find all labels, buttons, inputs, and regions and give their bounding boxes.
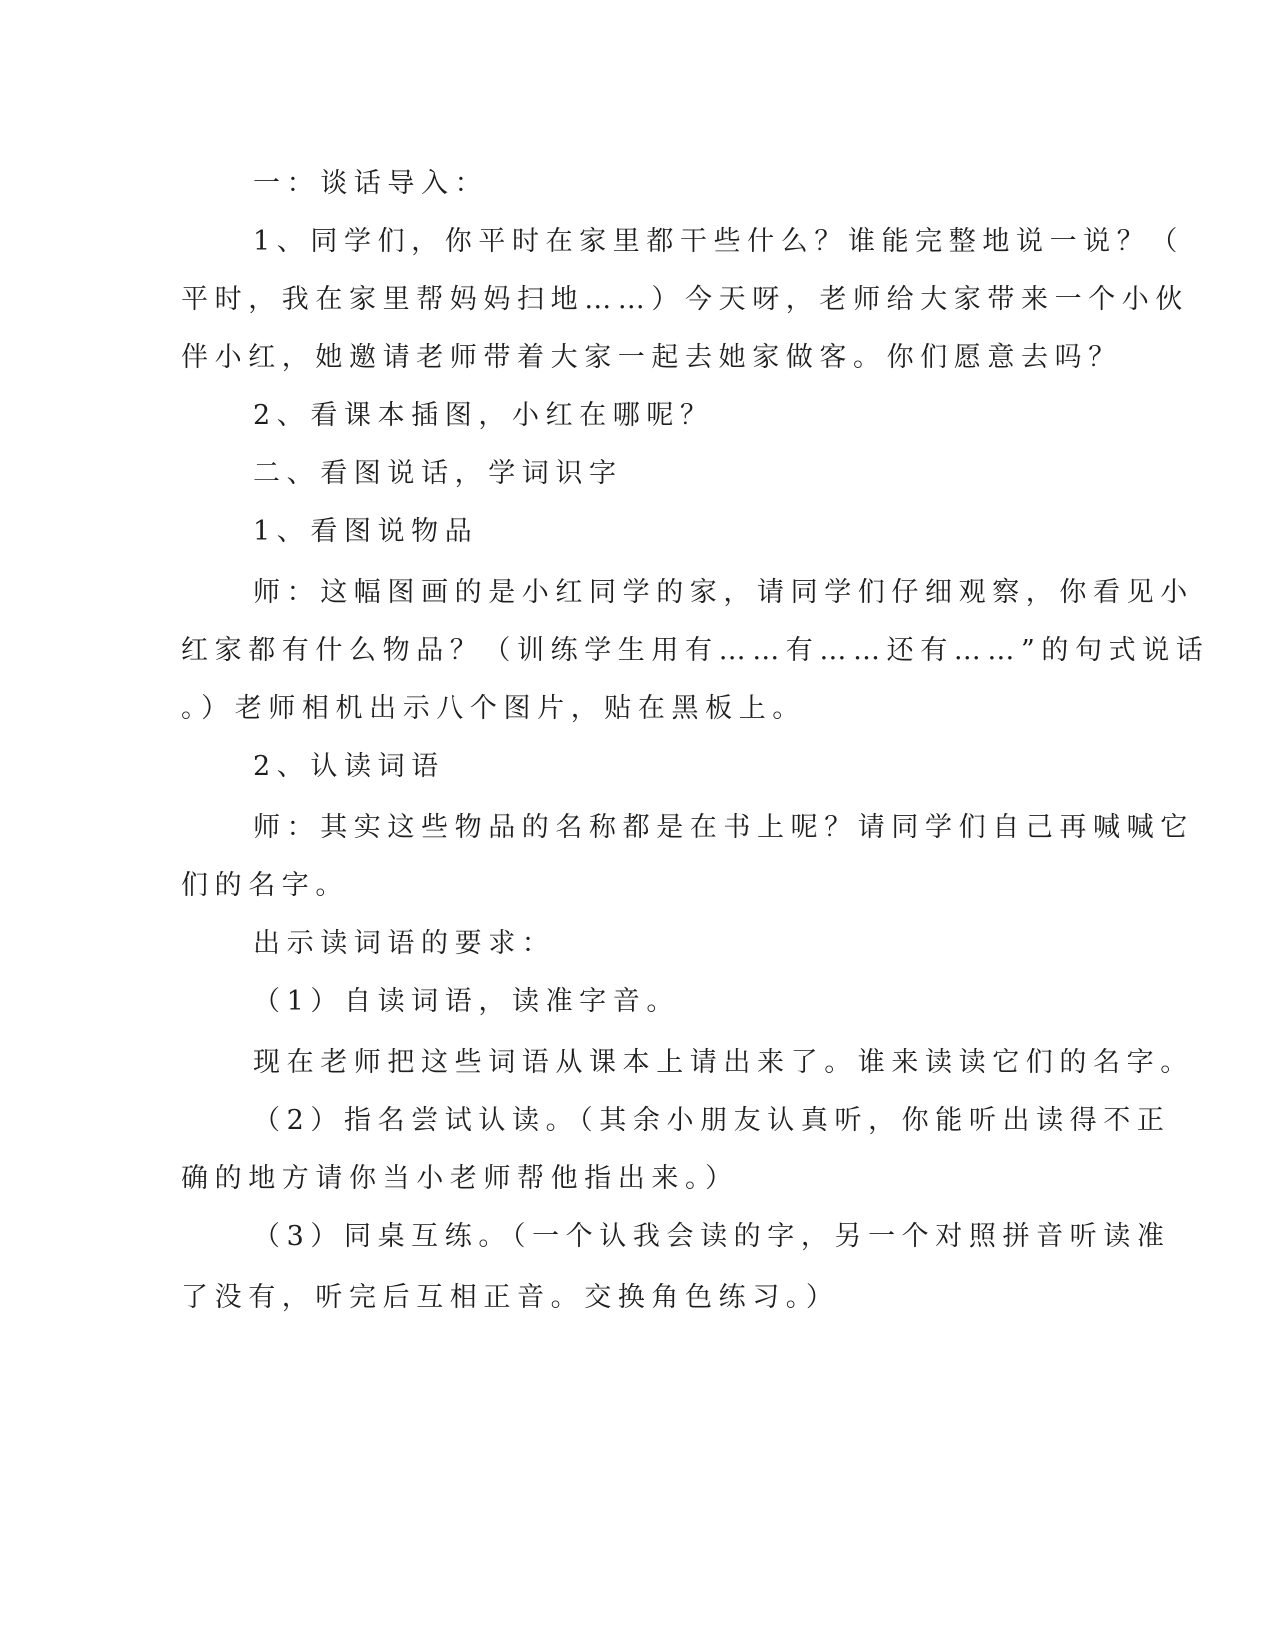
subheading: 1、看图说物品	[253, 516, 479, 547]
paragraph-line: 。）老师相机出示八个图片，贴在黑板上。	[181, 693, 806, 724]
paragraph-line: 现在老师把这些词语从课本上请出来了。谁来读读它们的名字。	[253, 1047, 1194, 1078]
section-heading-intro: 一：谈话导入：	[253, 168, 489, 199]
paragraph-line: 红家都有什么物品？（训练学生用有……有……还有……”的句式说话	[181, 635, 1210, 666]
paragraph-line: 了没有，听完后互相正音。交换角色练习。）	[181, 1282, 840, 1313]
paragraph-line: 出示读词语的要求：	[253, 928, 556, 959]
paragraph-line: 们的名字。	[181, 870, 349, 901]
section-heading-picture-talk: 二、看图说话，学词识字	[253, 458, 623, 489]
paragraph-line: 2、看课本插图，小红在哪呢？	[253, 400, 714, 431]
list-item: （2）指名尝试认读。（其余小朋友认真听，你能听出读得不正	[253, 1105, 1171, 1136]
paragraph-line: 师：这幅图画的是小红同学的家，请同学们仔细观察，你看见小	[253, 577, 1194, 608]
list-item: （3）同桌互练。（一个认我会读的字，另一个对照拼音听读准	[253, 1221, 1171, 1252]
paragraph-line: 1、同学们，你平时在家里都干些什么？谁能完整地说一说？（	[253, 226, 1184, 257]
paragraph-line: 确的地方请你当小老师帮他指出来。）	[181, 1163, 739, 1194]
paragraph-line: 伴小红，她邀请老师带着大家一起去她家做客。你们愿意去吗？	[181, 342, 1122, 373]
paragraph-line: 师：其实这些物品的名称都是在书上呢？请同学们自己再喊喊它	[253, 812, 1194, 843]
paragraph-line: 平时，我在家里帮妈妈扫地……）今天呀，老师给大家带来一个小伙	[181, 284, 1189, 315]
subheading: 2、认读词语	[253, 751, 445, 782]
list-item: （1）自读词语，读准字音。	[253, 986, 680, 1017]
